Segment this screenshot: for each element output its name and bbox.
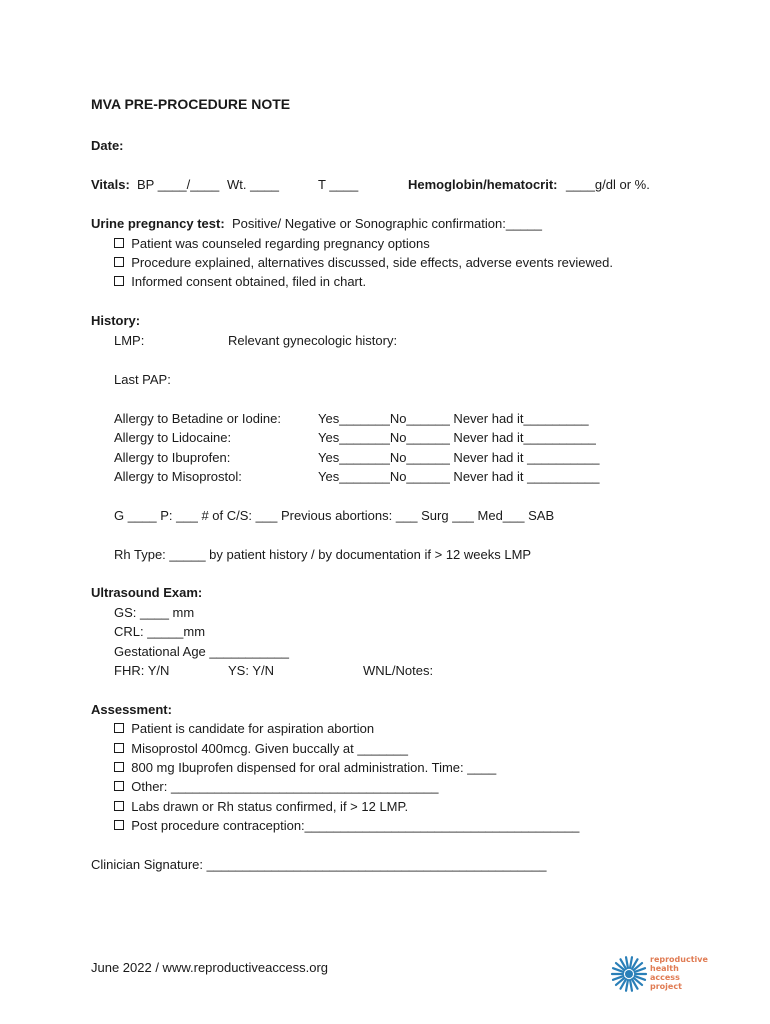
ys-field: YS: Y/N bbox=[228, 663, 275, 678]
checklist-item: Post procedure contraception:______________________________________ bbox=[114, 818, 579, 834]
checklist-item: 800 mg Ibuprofen dispensed for oral administration. Time: ____ bbox=[114, 760, 496, 776]
allergy-name: Allergy to Misoprostol: bbox=[114, 469, 242, 484]
checkbox-icon bbox=[114, 257, 124, 267]
allergy-answer: Yes_______No______ Never had it__________ bbox=[318, 430, 596, 445]
history-label: History: bbox=[91, 313, 141, 328]
allergy-answer: Yes_______No______ Never had it_________ bbox=[318, 411, 589, 426]
checkbox-icon bbox=[114, 743, 124, 753]
gestational-age-field: Gestational Age ___________ bbox=[114, 644, 289, 659]
last-pap-label: Last PAP: bbox=[114, 372, 171, 387]
footer-text: June 2022 / www.reproductiveaccess.org bbox=[91, 960, 329, 975]
vitals-label: Vitals: bbox=[91, 177, 130, 192]
logo-sunburst-icon bbox=[610, 955, 648, 993]
gs-field: GS: ____ mm bbox=[114, 605, 195, 620]
logo-ray bbox=[630, 957, 632, 968]
checklist-item: Patient was counseled regarding pregnancy options bbox=[114, 236, 430, 252]
weight-field: Wt. ____ bbox=[227, 177, 280, 192]
checkbox-icon bbox=[114, 238, 124, 248]
temperature-field: T ____ bbox=[318, 177, 359, 192]
ultrasound-label: Ultrasound Exam: bbox=[91, 585, 203, 600]
wnl-notes-field: WNL/Notes: bbox=[363, 663, 434, 678]
assessment-label: Assessment: bbox=[91, 702, 172, 717]
allergy-name: Allergy to Lidocaine: bbox=[114, 430, 232, 445]
hemoglobin-field: ____g/dl or %. bbox=[566, 177, 650, 192]
checkbox-icon bbox=[114, 276, 124, 286]
checkbox-icon bbox=[114, 723, 124, 733]
obstetric-history-line: G ____ P: ___ # of C/S: ___ Previous abortions: ___ Surg ___ Med___ SAB bbox=[114, 508, 555, 523]
checklist-item: Labs drawn or Rh status confirmed, if > 12 LMP. bbox=[114, 799, 408, 815]
allergy-name: Allergy to Betadine or Iodine: bbox=[114, 411, 281, 426]
checklist-item: Patient is candidate for aspiration abortion bbox=[114, 721, 374, 737]
hemoglobin-label: Hemoglobin/hematocrit: bbox=[408, 177, 558, 192]
lmp-label: LMP: bbox=[114, 333, 145, 348]
checkbox-icon bbox=[114, 762, 124, 772]
page-title: MVA PRE-PROCEDURE NOTE bbox=[91, 96, 291, 112]
clinician-signature-line: Clinician Signature: _______________________________________________ bbox=[91, 857, 547, 872]
bp-field: BP ____/____ bbox=[137, 177, 220, 192]
checklist-item: Misoprostol 400mcg. Given buccally at _______ bbox=[114, 741, 408, 757]
allergy-answer: Yes_______No______ Never had it __________ bbox=[318, 450, 600, 465]
logo-text bbox=[650, 955, 708, 991]
date-label: Date: bbox=[91, 138, 124, 153]
checkbox-icon bbox=[114, 781, 124, 791]
rh-type-line: Rh Type: _____ by patient history / by documentation if > 12 weeks LMP bbox=[114, 547, 532, 562]
allergy-name: Allergy to Ibuprofen: bbox=[114, 450, 231, 465]
logo-line: health bbox=[650, 964, 679, 973]
logo-ray bbox=[630, 980, 632, 991]
checklist-item: Procedure explained, alternatives discussed, side effects, adverse events reviewed. bbox=[114, 255, 613, 271]
logo-ray bbox=[626, 957, 628, 968]
logo-line: reproductive bbox=[650, 955, 708, 964]
logo-line: project bbox=[650, 982, 682, 991]
crl-field: CRL: _____mm bbox=[114, 624, 206, 639]
checkbox-icon bbox=[114, 820, 124, 830]
gyn-history-label: Relevant gynecologic history: bbox=[228, 333, 398, 348]
checklist-item: Other: _____________________________________ bbox=[114, 779, 438, 795]
urine-test-label: Urine pregnancy test: bbox=[91, 216, 225, 231]
checkbox-icon bbox=[114, 801, 124, 811]
urine-test-value: Positive/ Negative or Sonographic confirmation:_____ bbox=[232, 216, 543, 231]
logo-line: access bbox=[650, 973, 680, 982]
checklist-item: Informed consent obtained, filed in chart. bbox=[114, 274, 366, 290]
allergy-answer: Yes_______No______ Never had it __________ bbox=[318, 469, 600, 484]
logo-ray bbox=[626, 980, 628, 991]
fhr-field: FHR: Y/N bbox=[114, 663, 170, 678]
